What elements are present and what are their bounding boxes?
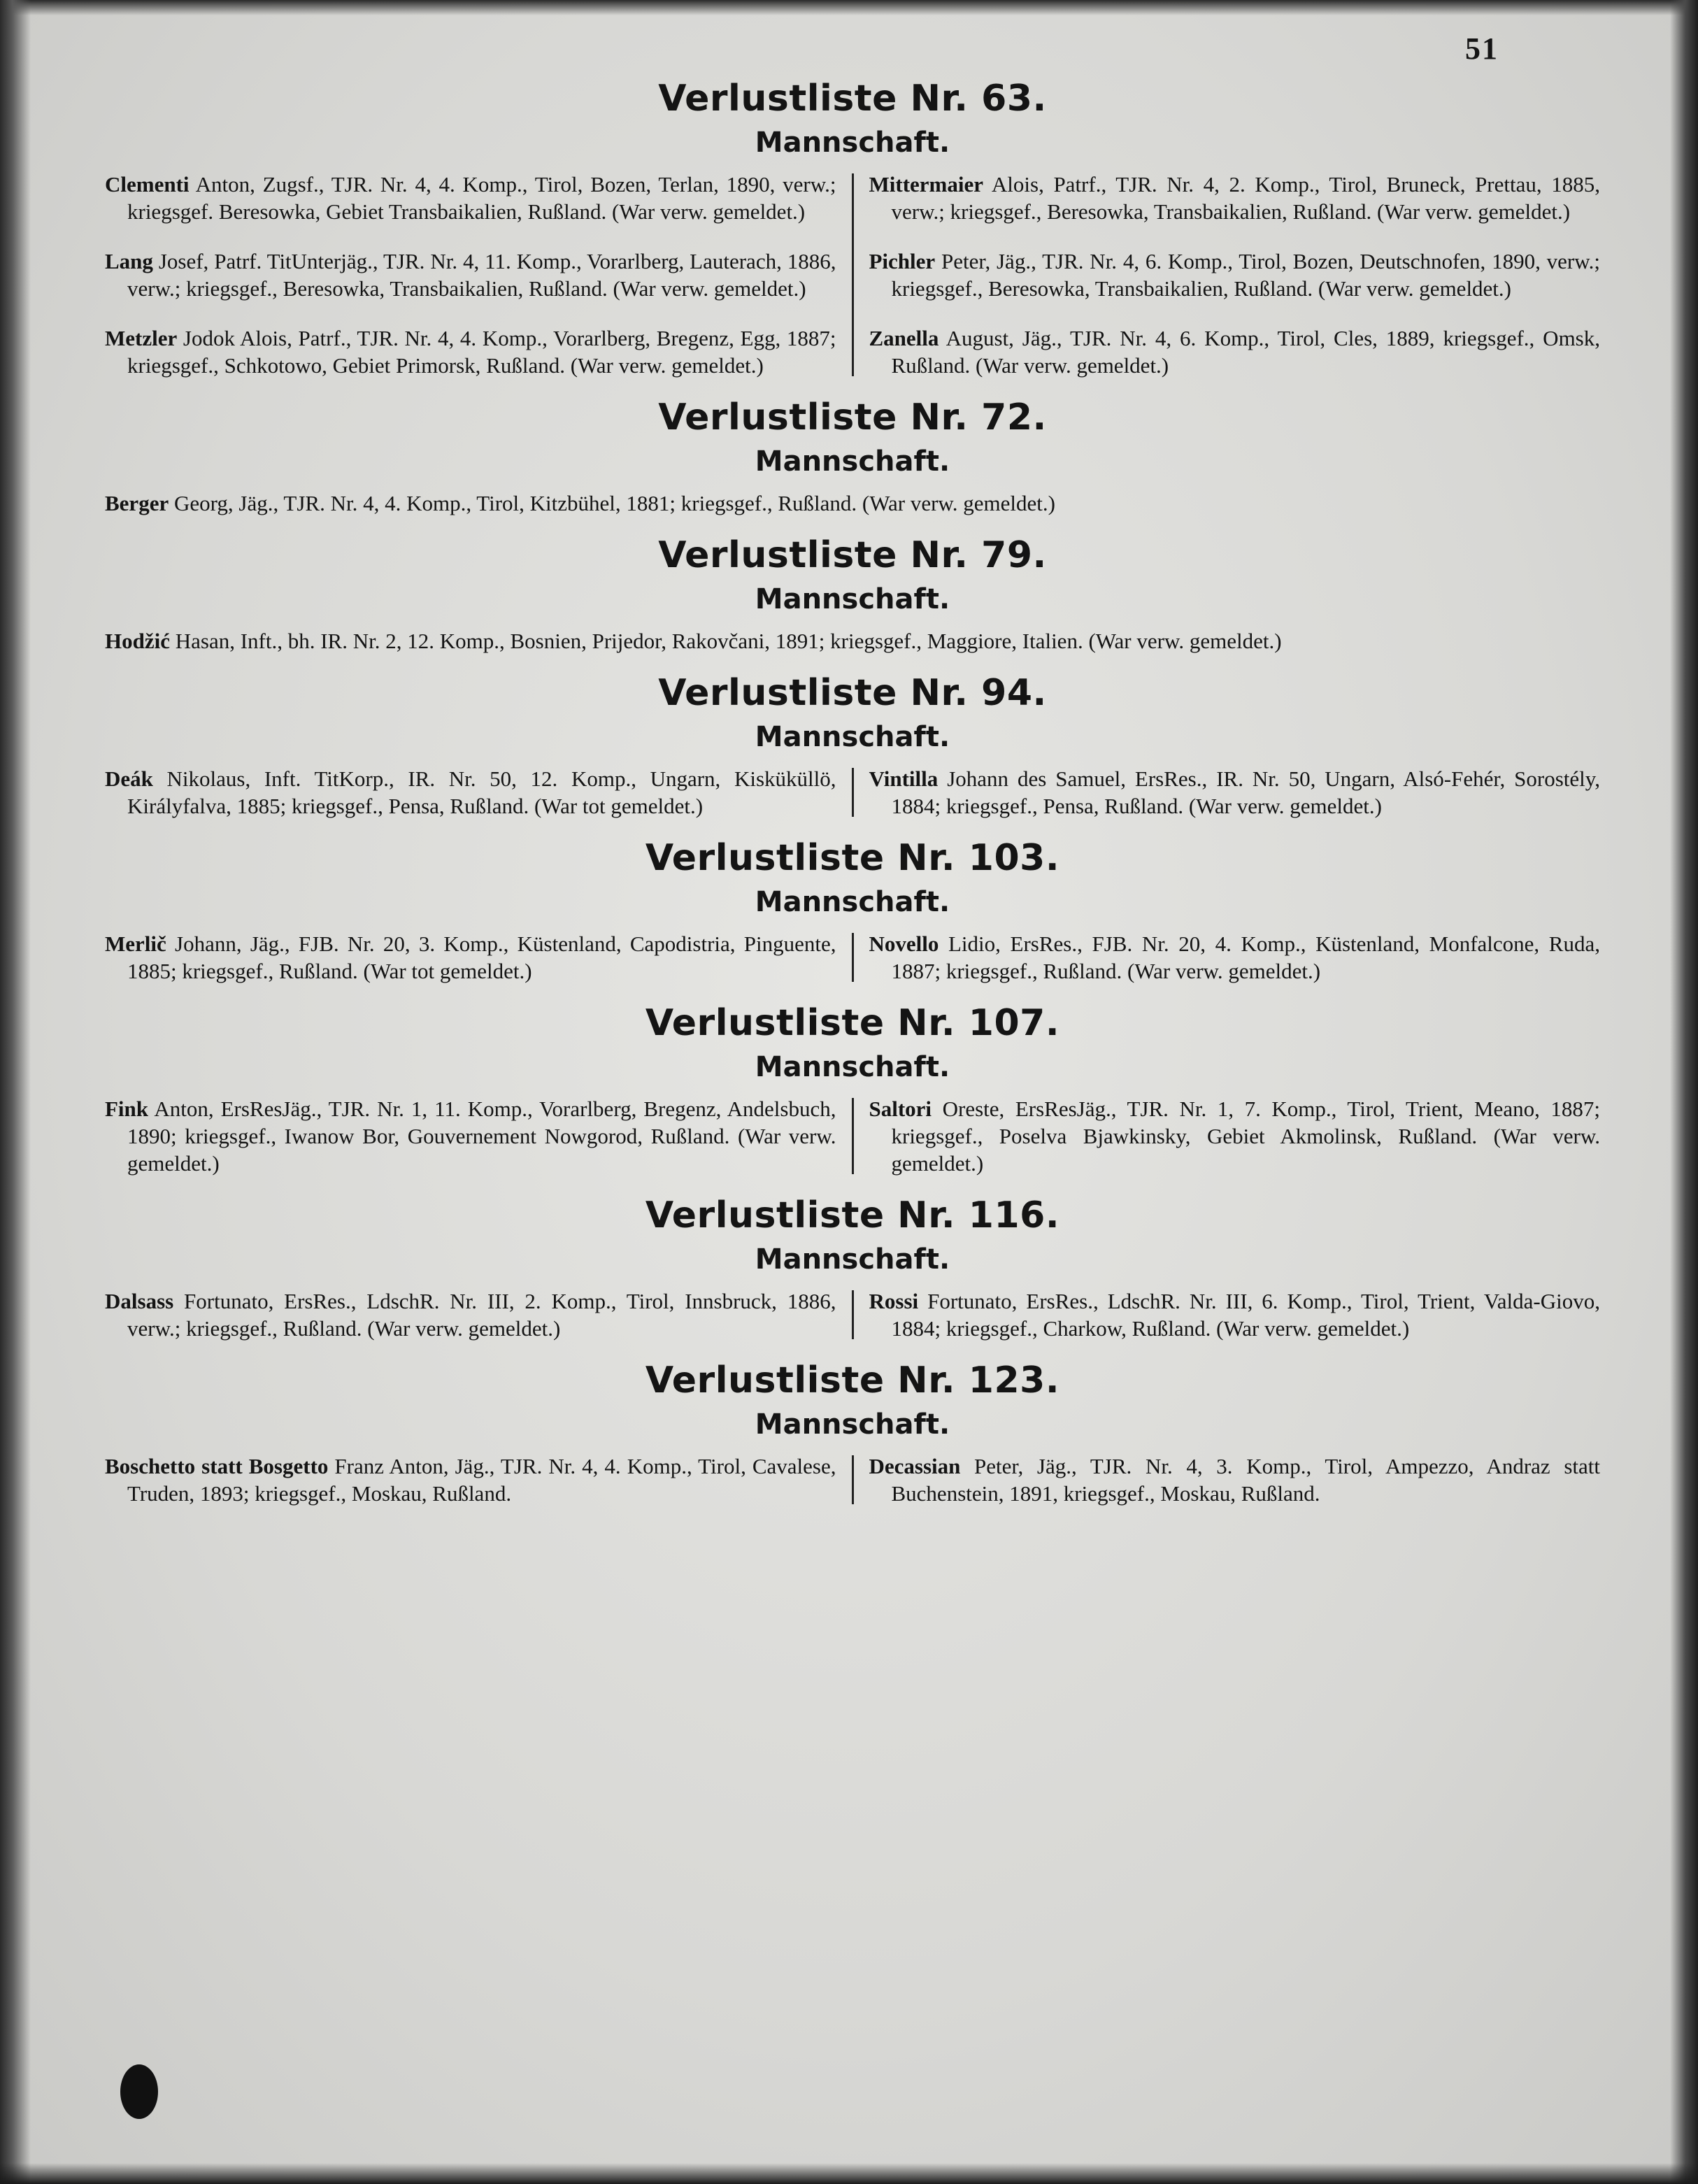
scan-edge-left [0,0,31,2184]
entry-column-left [105,1287,852,1342]
entry-column-left [105,765,852,820]
entry-surname: Deák [105,766,153,791]
casualty-entry [105,930,836,985]
section-title: Verlustliste Nr. 94. [658,672,1047,714]
entry-column-left [105,930,852,985]
section-title: Verlustliste Nr. 72. [658,397,1047,438]
casualty-entry [869,171,1601,225]
section-title: Verlustliste Nr. 103. [645,837,1060,879]
entry-details: Fortunato, ErsRes., LdschR. Nr. III, 2. Komp., Tirol, Innsbruck, 1886, verw.; kriegsgef., Rußland. (War verw. gemeldet.) [127,1289,836,1341]
casualty-entry [869,930,1601,985]
entry-surname: Fink [105,1097,149,1121]
entry-column-right [854,171,1601,379]
entries-two-columns [105,1287,1600,1342]
entry-surname: Hodžić [105,629,170,653]
section-title: Verlustliste Nr. 79. [658,534,1047,576]
entry-surname: Novello [869,932,939,956]
casualty-entry [869,1453,1601,1507]
casualty-list-section [105,532,1600,655]
entry-details: Jodok Alois, Patrf., TJR. Nr. 4, 4. Komp., Vorarlberg, Bregenz, Egg, 1887; kriegsgef., Schkotowo, Gebiet Primorsk, Rußland. (War verw. gemeldet.) [127,326,836,378]
scan-edge-top [0,0,1698,15]
casualty-entry [869,248,1601,302]
casualty-entry [869,324,1601,379]
entry-surname: Lang [105,249,153,273]
entry-surname: Mittermaier [869,172,983,197]
casualty-list-section [105,835,1600,985]
section-title: Verlustliste Nr. 63. [658,78,1047,120]
scan-edge-right [1670,0,1698,2184]
section-title: Verlustliste Nr. 123. [645,1359,1060,1401]
entry-surname: Zanella [869,326,939,350]
casualty-entry [105,1095,836,1177]
casualty-entry [105,490,1600,517]
entry-surname: Vintilla [869,766,939,791]
entries-two-columns [105,171,1600,379]
casualty-list-section [105,394,1600,517]
entry-details: Josef, Patrf. TitUnterjäg., TJR. Nr. 4, 11. Komp., Vorarlberg, Lauterach, 1886, verw.; kriegsgef., Beresowka, Transbaikalien, Rußland. (War verw. gemeldet.) [127,249,836,301]
entries-two-columns [105,1095,1600,1177]
entry-details: Nikolaus, Inft. TitKorp., IR. Nr. 50, 12. Komp., Ungarn, Kisküküllö, Királyfalva, 1885; kriegsgef., Pensa, Rußland. (War tot gemeldet.) [127,766,836,818]
entry-details: Johann, Jäg., FJB. Nr. 20, 3. Komp., Küstenland, Capodistria, Pinguente, 1885; kriegsgef., Rußland. (War tot gemeldet.) [127,932,836,983]
entry-surname: Dalsass [105,1289,174,1313]
entry-column-left [105,1095,852,1177]
entry-surname: Saltori [869,1097,932,1121]
entries-two-columns [105,930,1600,985]
section-subtitle: Mannschaft. [755,1051,950,1083]
section-title: Verlustliste Nr. 116. [645,1194,1060,1236]
entry-surname: Decassian [869,1454,961,1478]
section-subtitle: Mannschaft. [755,1243,950,1276]
entry-details: Lidio, ErsRes., FJB. Nr. 20, 4. Komp., Küstenland, Monfalcone, Ruda, 1887; kriegsgef., Rußland. (War verw. gemeldet.) [891,932,1600,983]
casualty-list-sections [105,76,1600,1507]
entry-details: Franz Anton, Jäg., TJR. Nr. 4, 4. Komp., Tirol, Cavalese, Truden, 1893; kriegsgef., Moskau, Rußland. [127,1454,836,1506]
entry-details: Peter, Jäg., TJR. Nr. 4, 6. Komp., Tirol, Bozen, Deutschnofen, 1890, verw.; kriegsgef., Beresowka, Transbaikalien, Rußland. (War verw. gemeldet.) [891,249,1600,301]
casualty-entry [105,1287,836,1342]
section-subtitle: Mannschaft. [755,1408,950,1441]
casualty-list-section [105,76,1600,379]
page-number: 51 [1465,31,1499,66]
casualty-entry [105,627,1600,655]
casualty-list-section [105,1192,1600,1342]
section-subtitle: Mannschaft. [755,583,950,615]
entry-surname: Pichler [869,249,936,273]
casualty-entry [105,1453,836,1507]
entry-details: Alois, Patrf., TJR. Nr. 4, 2. Komp., Tirol, Bruneck, Prettau, 1885, verw.; kriegsgef., Beresowka, Transbaikalien, Rußland. (War verw. gemeldet.) [891,172,1600,224]
entry-column-left [105,1453,852,1507]
entry-surname: Berger [105,491,169,515]
entry-column-left [105,171,852,379]
entry-details: August, Jäg., TJR. Nr. 4, 6. Komp., Tirol, Cles, 1889, kriegsgef., Omsk, Rußland. (War verw. gemeldet.) [891,326,1600,378]
entry-details: Anton, Zugsf., TJR. Nr. 4, 4. Komp., Tirol, Bozen, Terlan, 1890, verw.; kriegsgef. Beresowka, Gebiet Transbaikalien, Rußland. (War verw. gemeldet.) [127,172,836,224]
entry-column [105,490,1600,517]
casualty-entry [105,324,836,379]
casualty-entry [105,248,836,302]
section-title: Verlustliste Nr. 107. [645,1002,1060,1044]
casualty-list-section [105,1000,1600,1177]
casualty-entry [105,765,836,820]
entry-surname: Boschetto statt Bosgetto [105,1454,329,1478]
casualty-list-section [105,1357,1600,1507]
entries-single-column [105,627,1600,655]
entry-column-right [854,1453,1601,1507]
section-subtitle: Mannschaft. [755,886,950,918]
ink-blot [120,2064,158,2119]
entries-two-columns [105,1453,1600,1507]
section-subtitle: Mannschaft. [755,445,950,478]
entry-column-right [854,765,1601,820]
scan-edge-bottom [0,2163,1698,2184]
entry-column [105,627,1600,655]
section-subtitle: Mannschaft. [755,721,950,753]
entry-column-right [854,930,1601,985]
entry-details: Hasan, Inft., bh. IR. Nr. 2, 12. Komp., Bosnien, Prijedor, Rakovčani, 1891; kriegsgef., Maggiore, Italien. (War verw. gemeldet.) [170,629,1282,653]
entry-details: Oreste, ErsResJäg., TJR. Nr. 1, 7. Komp., Tirol, Trient, Meano, 1887; kriegsgef., Poselva Bjawkinsky, Gebiet Akmolinsk, Rußland. (War verw. gemeldet.) [891,1097,1600,1176]
entry-column-right [854,1095,1601,1177]
entries-two-columns [105,765,1600,820]
casualty-entry [105,171,836,225]
entry-surname: Merlič [105,932,166,956]
entry-details: Fortunato, ErsRes., LdschR. Nr. III, 6. Komp., Tirol, Trient, Valda-Giovo, 1884; kriegsgef., Charkow, Rußland. (War verw. gemeldet.) [891,1289,1600,1341]
casualty-list-section [105,670,1600,820]
casualty-entry [869,765,1601,820]
entry-details: Peter, Jäg., TJR. Nr. 4, 3. Komp., Tirol, Ampezzo, Andraz statt Buchenstein, 1891, kriegsgef., Moskau, Rußland. [891,1454,1600,1506]
entry-details: Anton, ErsResJäg., TJR. Nr. 1, 11. Komp., Vorarlberg, Bregenz, Andelsbuch, 1890; kriegsgef., Iwanow Bor, Gouvernement Nowgorod, Rußland. (War verw. gemeldet.) [127,1097,836,1176]
entry-surname: Rossi [869,1289,919,1313]
entry-details: Georg, Jäg., TJR. Nr. 4, 4. Komp., Tirol, Kitzbühel, 1881; kriegsgef., Rußland. (War verw. gemeldet.) [169,491,1055,515]
entry-details: Johann des Samuel, ErsRes., IR. Nr. 50, Ungarn, Alsó-Fehér, Sorostély, 1884; kriegsgef., Pensa, Rußland. (War verw. gemeldet.) [891,766,1600,818]
entry-surname: Metzler [105,326,178,350]
casualty-entry [869,1095,1601,1177]
section-subtitle: Mannschaft. [755,127,950,159]
entries-single-column [105,490,1600,517]
casualty-entry [869,1287,1601,1342]
entry-column-right [854,1287,1601,1342]
entry-surname: Clementi [105,172,190,197]
